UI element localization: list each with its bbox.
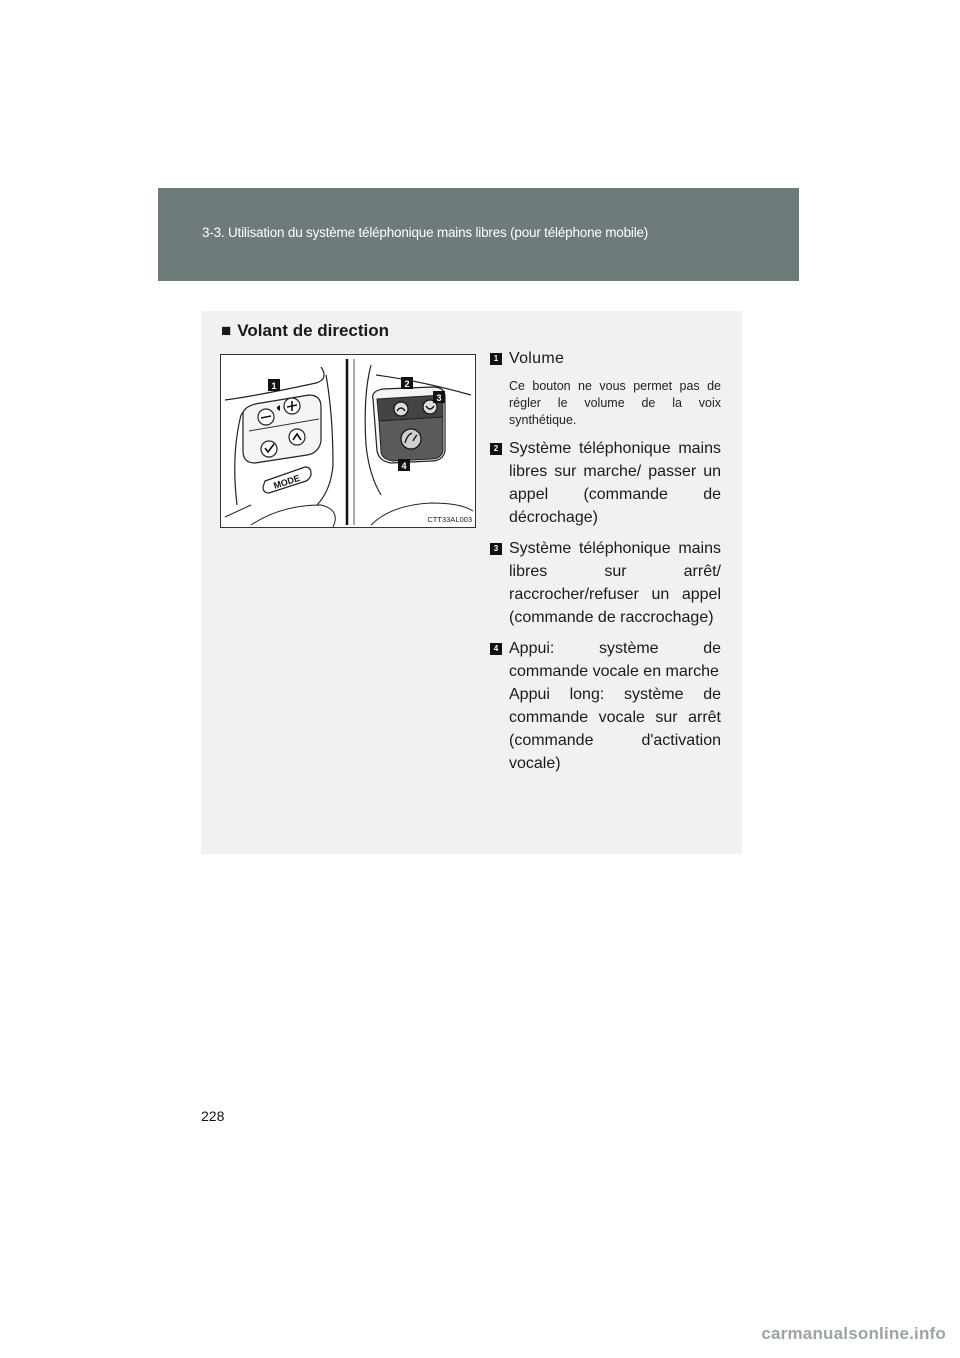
steering-wheel-figure [220, 354, 476, 528]
item-title: Volume [509, 350, 565, 367]
callout-2: 2 [404, 379, 410, 389]
item-title-continued: Appui long: système de commande vocale sur arrêt (commande d'activation vocale) [509, 686, 721, 772]
item-note: Ce bouton ne vous permet pas de régler le volume de la voix synthétique. [509, 379, 721, 427]
items-list [490, 347, 721, 783]
watermark: carmanualsonline.info [761, 1324, 946, 1343]
content-box [201, 311, 742, 854]
item-number-badge: 2 [490, 443, 502, 455]
page-number: 228 [201, 1108, 225, 1124]
callout-3: 3 [436, 393, 442, 403]
callout-4: 4 [401, 461, 407, 471]
item-number-badge: 4 [490, 643, 502, 655]
item-number-badge: 3 [490, 543, 502, 555]
list-item [490, 537, 721, 629]
chapter-header [158, 188, 799, 281]
item-title: Système téléphonique mains libres sur arrêt/ raccrocher/refuser un appel (commande de raccrochage) [509, 540, 721, 626]
item-number-badge: 1 [490, 353, 502, 365]
steering-wheel-illustration [221, 355, 475, 527]
section-title: Volant de direction [237, 321, 390, 340]
section-heading [221, 321, 389, 341]
chapter-title: 3-3. Utilisation du système téléphonique mains libres (pour téléphone mobile) [202, 225, 649, 240]
item-title: Système téléphonique mains libres sur marche/ passer un appel (commande de décrochage) [509, 440, 721, 526]
square-bullet-icon: ■ [221, 321, 232, 340]
list-item [490, 437, 721, 529]
list-item [490, 637, 721, 775]
item-title: Appui: système de commande vocale en marche [509, 640, 721, 680]
figure-code: CTT33AL003 [427, 515, 472, 524]
list-item [490, 347, 721, 429]
callout-1: 1 [271, 381, 277, 391]
mode-button-label: MODE [272, 472, 302, 491]
